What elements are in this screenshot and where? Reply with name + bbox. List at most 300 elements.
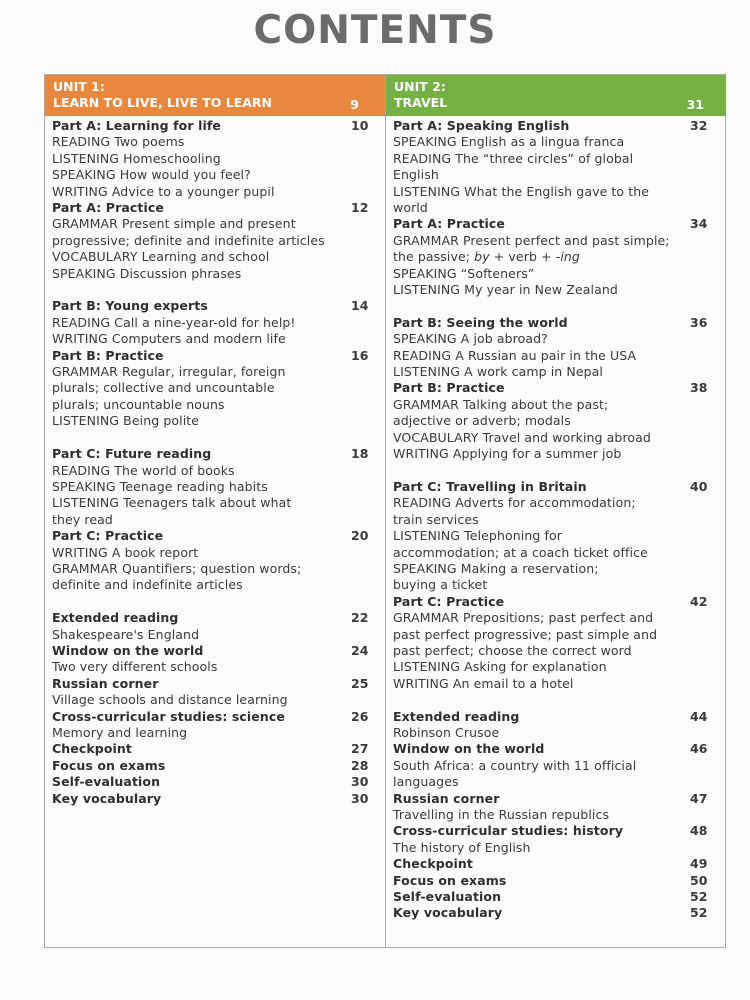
unit-1-entries [45, 116, 385, 807]
toc-text-part: Key vocabulary [393, 905, 503, 921]
toc-heading[interactable] [52, 791, 379, 807]
toc-heading[interactable] [52, 643, 379, 659]
spacer [52, 282, 379, 298]
toc-text [393, 282, 690, 298]
toc-text [52, 676, 351, 692]
page-number [690, 167, 720, 183]
page-number: 28 [351, 757, 369, 773]
page-number [351, 397, 379, 413]
toc-text-part: GRAMMAR Regular, irregular, foreign [52, 364, 286, 380]
toc-heading[interactable] [393, 791, 720, 807]
toc-heading[interactable] [52, 348, 379, 364]
toc-text-part: SPEAKING Discussion phrases [52, 265, 242, 281]
toc-line [52, 151, 379, 167]
page-number: 40 [690, 478, 708, 494]
toc-text [393, 364, 690, 380]
toc-text [393, 512, 690, 528]
toc-text-part: Robinson Crusoe [393, 724, 500, 740]
toc-text-part: Cross-curricular studies: science [52, 708, 285, 724]
toc-line [52, 561, 379, 577]
page-number [351, 627, 379, 643]
toc-text-part: READING Call a nine-year-old for help! [52, 314, 296, 330]
toc-text [393, 380, 690, 396]
toc-text [52, 134, 351, 150]
unit-1-label: UNIT 1: [53, 79, 105, 94]
page-number [351, 151, 379, 167]
toc-line [393, 167, 720, 183]
unit-1-page: 9 [350, 97, 359, 112]
toc-text-part: Self-evaluation [393, 889, 502, 905]
page-number [690, 495, 720, 511]
toc-text [393, 413, 690, 429]
page-number [351, 134, 379, 150]
toc-text [52, 741, 351, 757]
toc-text [52, 643, 351, 659]
page-number [351, 512, 379, 528]
toc-heading[interactable] [393, 905, 720, 921]
toc-line [52, 495, 379, 511]
toc-text [393, 315, 690, 331]
page-number [690, 397, 720, 413]
toc-text-part: WRITING An email to a hotel [393, 675, 574, 691]
toc-text [52, 512, 351, 528]
unit-1-column [45, 75, 386, 947]
page-number: 52 [690, 905, 708, 921]
toc-text [52, 397, 351, 413]
toc-text [393, 889, 690, 905]
page-number: 20 [351, 528, 369, 544]
toc-text [393, 348, 690, 364]
page-number: 22 [351, 610, 369, 626]
toc-text-part: English [393, 167, 439, 183]
toc-text-part: LISTENING My year in New Zealand [393, 282, 618, 298]
toc-line [52, 233, 379, 249]
page-number [690, 249, 720, 265]
page-number [690, 676, 720, 692]
page-number [351, 315, 379, 331]
toc-text [393, 873, 690, 889]
toc-text [393, 758, 690, 774]
toc-text-part: Window on the world [52, 642, 204, 658]
toc-heading[interactable] [52, 758, 379, 774]
toc-text-part: GRAMMAR Present perfect and past simple; [393, 232, 670, 248]
page-number [690, 364, 720, 380]
toc-text [52, 380, 351, 396]
page-number [351, 233, 379, 249]
toc-text-part: SPEAKING English as a lingua franca [393, 134, 625, 150]
toc-heading[interactable] [393, 380, 720, 396]
toc-text-part: plurals; uncountable nouns [52, 396, 225, 412]
toc-line [393, 807, 720, 823]
toc-line [52, 134, 379, 150]
toc-text [393, 233, 690, 249]
page-number [690, 430, 720, 446]
toc-text [393, 840, 690, 856]
toc-text [52, 266, 351, 282]
toc-line [393, 725, 720, 741]
toc-text [52, 167, 351, 183]
toc-heading[interactable] [393, 856, 720, 872]
page-number: 10 [351, 118, 369, 133]
toc-text-part: LISTENING Homeschooling [52, 150, 221, 166]
toc-text-part: past perfect progressive; past simple and [393, 626, 658, 642]
toc-line [52, 659, 379, 675]
toc-line [52, 545, 379, 561]
toc-line [393, 610, 720, 626]
contents-table [44, 74, 726, 948]
toc-text-part: Focus on exams [393, 872, 507, 888]
toc-text-part: Self-evaluation [52, 774, 161, 790]
toc-text-part: WRITING Advice to a younger pupil [52, 183, 275, 199]
page-number [690, 643, 720, 659]
toc-text [52, 298, 351, 314]
toc-text [393, 167, 690, 183]
toc-line [393, 430, 720, 446]
toc-line [52, 364, 379, 380]
toc-text-part: Part B: Seeing the world [393, 314, 568, 330]
toc-text [52, 659, 351, 675]
toc-text [393, 495, 690, 511]
page-number [690, 561, 720, 577]
toc-heading[interactable] [52, 298, 379, 314]
toc-text [52, 348, 351, 364]
toc-text-part: Part A: Practice [52, 200, 164, 216]
page-number [690, 512, 720, 528]
toc-line [393, 676, 720, 692]
toc-line [393, 331, 720, 347]
page-number: 44 [690, 708, 708, 724]
spacer [52, 594, 379, 610]
toc-text-part: WRITING A book report [52, 544, 199, 560]
toc-text-part: Part B: Practice [393, 380, 505, 396]
toc-line [393, 758, 720, 774]
toc-text-part: plurals; collective and uncountable [52, 380, 275, 396]
toc-text [52, 233, 351, 249]
page-number [690, 446, 720, 462]
page-number: 36 [690, 314, 708, 330]
spacer [393, 463, 720, 479]
toc-line [393, 266, 720, 282]
toc-text-part: SPEAKING How would you feel? [52, 167, 251, 183]
toc-line [393, 413, 720, 429]
toc-text [52, 692, 351, 708]
spacer [52, 430, 379, 446]
page-number [690, 233, 720, 249]
toc-text-part: accommodation; at a coach ticket office [393, 544, 648, 560]
toc-heading[interactable] [52, 774, 379, 790]
toc-heading[interactable] [52, 528, 379, 544]
unit-2-page: 31 [686, 97, 704, 112]
spacer [393, 298, 720, 314]
toc-text-part: The history of English [393, 839, 531, 855]
page-number: 14 [351, 298, 369, 314]
toc-text [52, 446, 351, 462]
unit-1-title: LEARN TO LIVE, LIVE TO LEARN [53, 95, 273, 110]
unit-2-title: TRAVEL [394, 95, 448, 110]
toc-text-part: SPEAKING Making a reservation; [393, 560, 599, 576]
toc-text [52, 495, 351, 511]
toc-line [393, 627, 720, 643]
toc-text [393, 774, 690, 790]
toc-text-part: WRITING Applying for a summer job [393, 446, 622, 462]
page-number [351, 561, 379, 577]
toc-text-part: + verb + [489, 249, 556, 265]
page-number: 48 [690, 823, 708, 839]
toc-text-part: world [393, 200, 428, 216]
toc-line [52, 692, 379, 708]
page-number [351, 184, 379, 200]
toc-heading[interactable] [393, 889, 720, 905]
toc-line [52, 184, 379, 200]
toc-text [52, 331, 351, 347]
toc-text-part: LISTENING What the English gave to the [393, 183, 650, 199]
page-number [690, 577, 720, 593]
unit-2-entries [386, 116, 726, 922]
toc-heading[interactable] [393, 594, 720, 610]
toc-line [52, 725, 379, 741]
page-number [690, 725, 720, 741]
toc-text-part: by [474, 249, 490, 265]
toc-heading[interactable] [52, 610, 379, 626]
page-number: 50 [690, 872, 708, 888]
toc-text-part: GRAMMAR Quantifiers; question words; [52, 560, 302, 576]
unit-2-column [386, 75, 726, 947]
toc-text [393, 676, 690, 692]
toc-text [393, 643, 690, 659]
toc-line [393, 774, 720, 790]
toc-text-part: buying a ticket [393, 577, 488, 593]
page-number: 42 [690, 593, 708, 609]
page-number: 49 [690, 856, 708, 872]
toc-text [52, 774, 351, 790]
page-number: 26 [351, 708, 369, 724]
toc-text [52, 249, 351, 265]
toc-text-part: Key vocabulary [52, 790, 162, 806]
page-number: 30 [351, 774, 369, 790]
toc-text-part: LISTENING A work camp in Nepal [393, 364, 604, 380]
toc-heading[interactable] [52, 118, 379, 134]
toc-heading[interactable] [393, 216, 720, 232]
toc-line [52, 167, 379, 183]
toc-heading[interactable] [393, 709, 720, 725]
toc-text-part: VOCABULARY Learning and school [52, 249, 270, 265]
toc-text-part: they read [52, 511, 113, 527]
toc-text [52, 151, 351, 167]
toc-text-part: Extended reading [52, 610, 179, 626]
toc-text [393, 184, 690, 200]
toc-text-part: READING A Russian au pair in the USA [393, 347, 637, 363]
toc-heading[interactable] [393, 315, 720, 331]
toc-text-part: READING Adverts for accommodation; [393, 495, 636, 511]
toc-text-part: train services [393, 511, 479, 527]
toc-text [52, 479, 351, 495]
page-number [351, 463, 379, 479]
page-number [690, 200, 720, 216]
page-number [690, 545, 720, 561]
page-number: 12 [351, 200, 369, 216]
toc-text [52, 758, 351, 774]
toc-line [52, 331, 379, 347]
page-number: 34 [690, 216, 708, 232]
toc-text-part: adjective or adverb; modals [393, 413, 571, 429]
toc-heading[interactable] [52, 741, 379, 757]
toc-line [52, 627, 379, 643]
page-number [690, 774, 720, 790]
toc-text [393, 266, 690, 282]
toc-text [52, 315, 351, 331]
page-number [351, 545, 379, 561]
toc-text [393, 151, 690, 167]
toc-text-part: LISTENING Teenagers talk about what [52, 495, 292, 511]
toc-text-part: definite and indefinite articles [52, 577, 243, 593]
page-number [690, 528, 720, 544]
toc-heading[interactable] [52, 676, 379, 692]
toc-text-part: LISTENING Being polite [52, 413, 200, 429]
toc-line [393, 249, 720, 265]
toc-line [393, 577, 720, 593]
page-number: 30 [351, 790, 369, 806]
toc-text [52, 561, 351, 577]
page-number [351, 413, 379, 429]
toc-text [393, 397, 690, 413]
page-number [690, 659, 720, 675]
toc-text [393, 856, 690, 872]
toc-text-part: GRAMMAR Present simple and present [52, 216, 296, 232]
toc-heading[interactable] [52, 446, 379, 462]
toc-text [393, 446, 690, 462]
page-number: 24 [351, 642, 369, 658]
toc-text-part: SPEAKING A job abroad? [393, 331, 548, 347]
toc-heading[interactable] [393, 118, 720, 134]
toc-text-part: Checkpoint [393, 856, 473, 872]
toc-text-part: Part B: Practice [52, 347, 164, 363]
toc-heading[interactable] [52, 709, 379, 725]
toc-line [393, 659, 720, 675]
toc-text-part: Shakespeare's England [52, 626, 200, 642]
page-number [690, 348, 720, 364]
toc-text [393, 118, 690, 134]
toc-line [393, 643, 720, 659]
toc-text-part: Part C: Future reading [52, 446, 212, 462]
toc-text [393, 725, 690, 741]
toc-line [52, 249, 379, 265]
toc-text-part: Window on the world [393, 741, 545, 757]
toc-text-part: Part A: Learning for life [52, 118, 221, 133]
toc-text [393, 545, 690, 561]
toc-heading[interactable] [393, 823, 720, 839]
page-number [690, 266, 720, 282]
toc-text [52, 610, 351, 626]
toc-text [393, 709, 690, 725]
toc-line [393, 134, 720, 150]
toc-heading[interactable] [52, 200, 379, 216]
toc-text-part: Part A: Practice [393, 216, 505, 232]
page-number [690, 413, 720, 429]
toc-text [393, 594, 690, 610]
toc-text-part: Two very different schools [52, 659, 218, 675]
toc-text-part: LISTENING Telephoning for [393, 528, 562, 544]
toc-line [393, 348, 720, 364]
page-number [690, 151, 720, 167]
toc-line [393, 364, 720, 380]
page-number [690, 807, 720, 823]
toc-text [393, 479, 690, 495]
toc-text-part: GRAMMAR Talking about the past; [393, 396, 609, 412]
page-number [351, 249, 379, 265]
toc-text-part: Russian corner [393, 790, 500, 806]
page-number: 18 [351, 446, 369, 462]
toc-text-part: South Africa: a country with 11 official [393, 757, 637, 773]
toc-line [52, 216, 379, 232]
toc-text [52, 725, 351, 741]
unit-2-label: UNIT 2: [394, 79, 446, 94]
toc-text [52, 627, 351, 643]
toc-text [52, 118, 351, 134]
toc-text-part: Part B: Young experts [52, 298, 208, 314]
toc-line [52, 512, 379, 528]
toc-line [393, 545, 720, 561]
toc-text [393, 528, 690, 544]
page-number: 16 [351, 347, 369, 363]
page-number [690, 627, 720, 643]
toc-text [393, 216, 690, 232]
toc-line [393, 233, 720, 249]
toc-text [52, 200, 351, 216]
toc-text-part: Part A: Speaking English [393, 118, 570, 133]
page-number [690, 758, 720, 774]
toc-text [52, 545, 351, 561]
toc-text [393, 610, 690, 626]
toc-line [393, 397, 720, 413]
toc-text-part: Focus on exams [52, 757, 166, 773]
toc-text-part: READING The “three circles” of global [393, 150, 634, 166]
toc-heading[interactable] [393, 741, 720, 757]
toc-heading[interactable] [393, 873, 720, 889]
toc-line [393, 282, 720, 298]
spacer [393, 692, 720, 708]
toc-text [393, 331, 690, 347]
toc-line [52, 380, 379, 396]
toc-line [393, 840, 720, 856]
page-number [351, 364, 379, 380]
page-number [690, 134, 720, 150]
toc-text-part: past perfect; choose the correct word [393, 642, 632, 658]
unit-1-header[interactable] [45, 75, 385, 116]
toc-text-part: Travelling in the Russian republics [393, 807, 610, 823]
page-number [351, 692, 379, 708]
toc-text-part: Part C: Practice [52, 528, 164, 544]
page-number [351, 216, 379, 232]
toc-text-part: READING The world of books [52, 462, 235, 478]
toc-text [393, 659, 690, 675]
page-number [351, 380, 379, 396]
toc-text-part: Checkpoint [52, 741, 132, 757]
toc-text [393, 249, 690, 265]
page-number: 47 [690, 790, 708, 806]
toc-text [52, 184, 351, 200]
toc-text [393, 134, 690, 150]
toc-text [52, 413, 351, 429]
page-number [690, 184, 720, 200]
toc-heading[interactable] [393, 479, 720, 495]
toc-line [52, 479, 379, 495]
toc-line [393, 512, 720, 528]
unit-2-header[interactable] [386, 75, 726, 116]
toc-text-part: Memory and learning [52, 724, 188, 740]
toc-text-part: progressive; definite and indefinite articles [52, 232, 325, 248]
toc-text [393, 741, 690, 757]
toc-line [52, 463, 379, 479]
